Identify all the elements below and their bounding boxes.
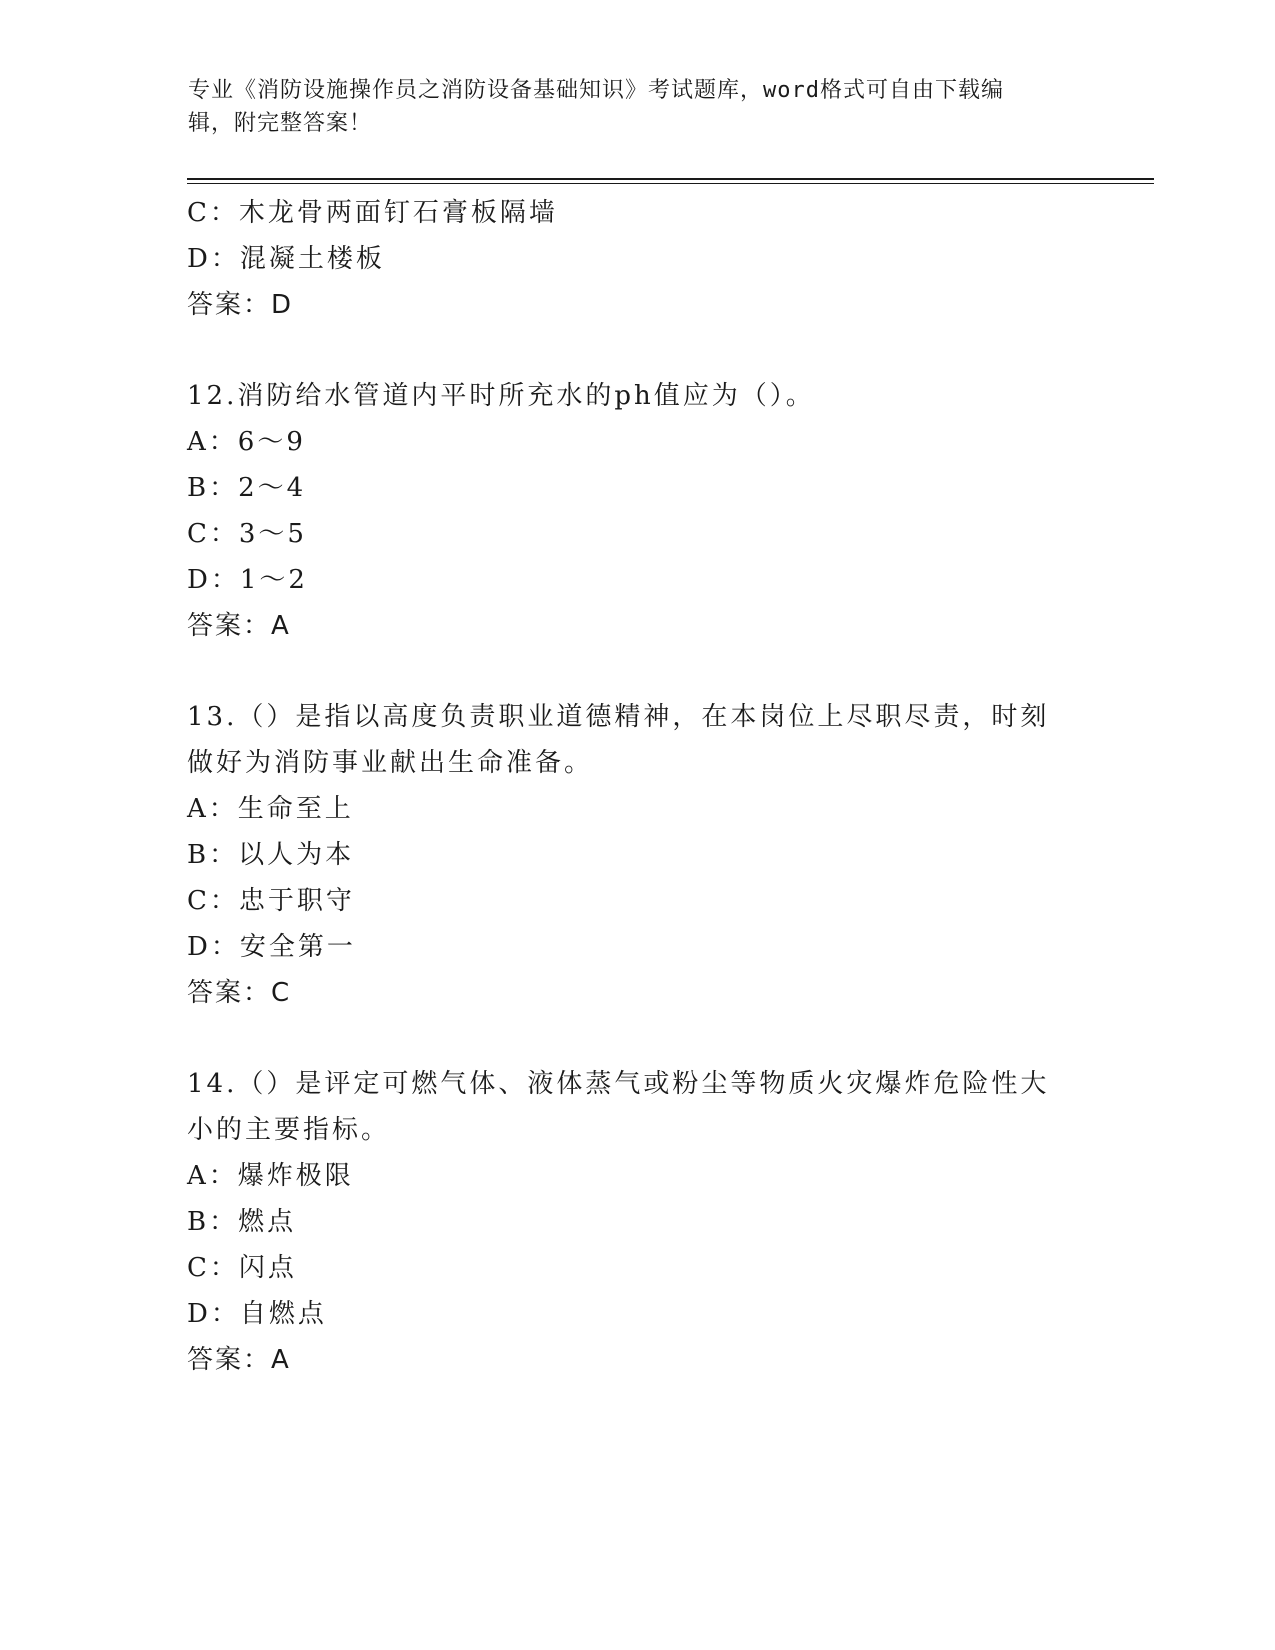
option-c: C：木龙骨两面钉石膏板隔墙 <box>187 198 558 228</box>
option-d: D：自燃点 <box>187 1299 327 1329</box>
option-d: D：混凝土楼板 <box>187 244 385 274</box>
option-a: A：6～9 <box>187 427 306 457</box>
answer-label: 答案：D <box>187 290 294 320</box>
option-d: D：安全第一 <box>187 932 356 962</box>
option-d: D：1～2 <box>187 565 308 595</box>
option-b: B：燃点 <box>187 1207 297 1237</box>
question-text: 14.（）是评定可燃气体、液体蒸气或粉尘等物质火灾爆炸危险性大小的主要指标。 <box>187 1069 1050 1145</box>
question-list <box>187 190 1087 1383</box>
question-block-11-partial <box>187 190 1087 328</box>
option-c: C：闪点 <box>187 1253 297 1283</box>
option-a: A：爆炸极限 <box>187 1161 354 1191</box>
header-divider-thin <box>187 183 1154 184</box>
header-line-2: 辑，附完整答案！ <box>188 111 373 136</box>
answer-label: 答案：C <box>187 978 292 1008</box>
header-divider-thick <box>187 178 1154 180</box>
question-text: 12.消防给水管道内平时所充水的ph值应为（）。 <box>187 381 815 411</box>
document-header <box>188 74 1068 140</box>
question-text: 13.（）是指以高度负责职业道德精神，在本岗位上尽职尽责，时刻做好为消防事业献出生命准备。 <box>187 702 1050 778</box>
answer-label: 答案：A <box>187 1345 291 1375</box>
option-b: B：以人为本 <box>187 840 355 870</box>
question-block-13 <box>187 694 1087 1016</box>
option-b: B：2～4 <box>187 473 307 503</box>
header-line-1: 专业《消防设施操作员之消防设备基础知识》考试题库，word格式可自由下载编 <box>188 78 1004 103</box>
question-block-14 <box>187 1061 1087 1383</box>
option-c: C：3～5 <box>187 519 307 549</box>
answer-label: 答案：A <box>187 611 291 641</box>
question-block-12 <box>187 373 1087 649</box>
option-c: C：忠于职守 <box>187 886 355 916</box>
option-a: A：生命至上 <box>187 794 354 824</box>
